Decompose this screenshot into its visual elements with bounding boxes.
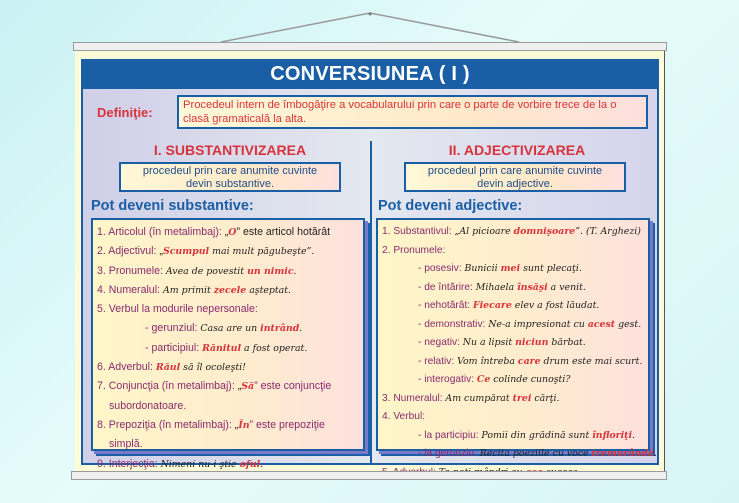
poster-title: CONVERSIUNEA ( I ): [270, 63, 470, 85]
list-item: - la gerunziu: Recita poeziile cu voce tremurândă.: [418, 448, 657, 459]
list-item: - posesiv: Bunicii mei sunt plecaţi.: [418, 263, 582, 274]
list-item: 3. Pronumele: Avea de povestit un nimic.: [97, 264, 297, 277]
poster-frame: [81, 59, 659, 470]
list-item: - la participiu: Pomii din grădină sunt înfloriţi.: [418, 429, 636, 441]
list-item: - participiul: Rănitul a fost operat.: [145, 341, 308, 354]
list-item: 5. Verbul la modurile nepersonale:: [97, 303, 258, 316]
list-item: - demonstrativ: Ne-a impresionat cu acest gest.: [418, 318, 642, 330]
list-item: 8. Prepoziţia (în metalimbaj): „În” este prepoziţie: [97, 418, 325, 431]
substantivization-column: [89, 141, 371, 470]
examples-list: [91, 218, 365, 470]
list-heading: Pot deveni adjective:: [378, 198, 523, 214]
list-item: 1. Articolul (în metalimbaj): „O” este articol hotărât: [97, 226, 331, 238]
poster-content: [83, 89, 657, 470]
list-item: - relativ: Vom întreba care drum este mai scurt.: [418, 355, 643, 367]
list-item: 1. Substantivul: „Al picioare domnişoare”. (T. Arghezi): [382, 226, 641, 237]
list-item: 7. Conjuncţia (în metalimbaj): „Să” este conjuncţie: [97, 380, 332, 393]
subtitle-line: procedeul prin care anumite cuvinte: [427, 165, 603, 177]
section-subtitle: [119, 162, 341, 192]
bottom-rod: [71, 471, 667, 480]
list-item: - negativ: Nu a lipsit niciun bărbat.: [418, 337, 586, 348]
list-item: 2. Pronumele:: [382, 244, 446, 256]
list-item: - gerunziul: Casa are un intrând.: [145, 322, 303, 335]
list-item: 3. Numeralul: Am cumpărat trei cărţi.: [382, 392, 560, 404]
examples-list: [376, 218, 657, 459]
section-subtitle: [404, 162, 626, 192]
definition-label: Definiţie:: [97, 105, 153, 120]
poster: [75, 51, 665, 471]
subtitle-line: devin adjective.: [477, 178, 553, 190]
list-heading: Pot deveni substantive:: [91, 198, 254, 214]
list-item: - interogativ: Ce colinde cunoşti?: [418, 374, 571, 385]
subtitle-line: procedeul prin care anumite cuvinte: [142, 165, 318, 177]
list-item: 6. Adverbul: Răul să îl ocoleşti!: [97, 361, 246, 374]
top-rod: [73, 42, 667, 51]
section-heading: II. ADJECTIVIZAREA: [448, 142, 586, 158]
list-item: subordonatoare.: [109, 399, 187, 412]
list-item: - de întărire: Mihaela însăşi a venit.: [418, 281, 586, 293]
adjectivization-column: [376, 141, 658, 459]
list-item: 2. Adjectivul: „Scumpul mai mult păgubeşte”.: [97, 245, 315, 258]
list-item: 9. Interjecţia: Nimeni nu-i ştie oful.: [97, 457, 264, 470]
list-item: 4. Numeralul: Am primit zecele aşteptat.: [97, 283, 292, 296]
section-heading: I. SUBSTANTIVIZAREA: [153, 142, 307, 158]
list-item: simplă.: [109, 438, 143, 451]
list-item: 4. Verbul:: [382, 411, 426, 422]
definition-box: Procedeul intern de îmbogăţire a vocabularului prin care o parte de vorbire trece de la o clasă gramaticală la alta.: [177, 95, 648, 129]
list-item: - nehotărât: Fiecare elev a fost lăudat.: [418, 300, 600, 311]
subtitle-line: devin substantive.: [185, 178, 275, 190]
